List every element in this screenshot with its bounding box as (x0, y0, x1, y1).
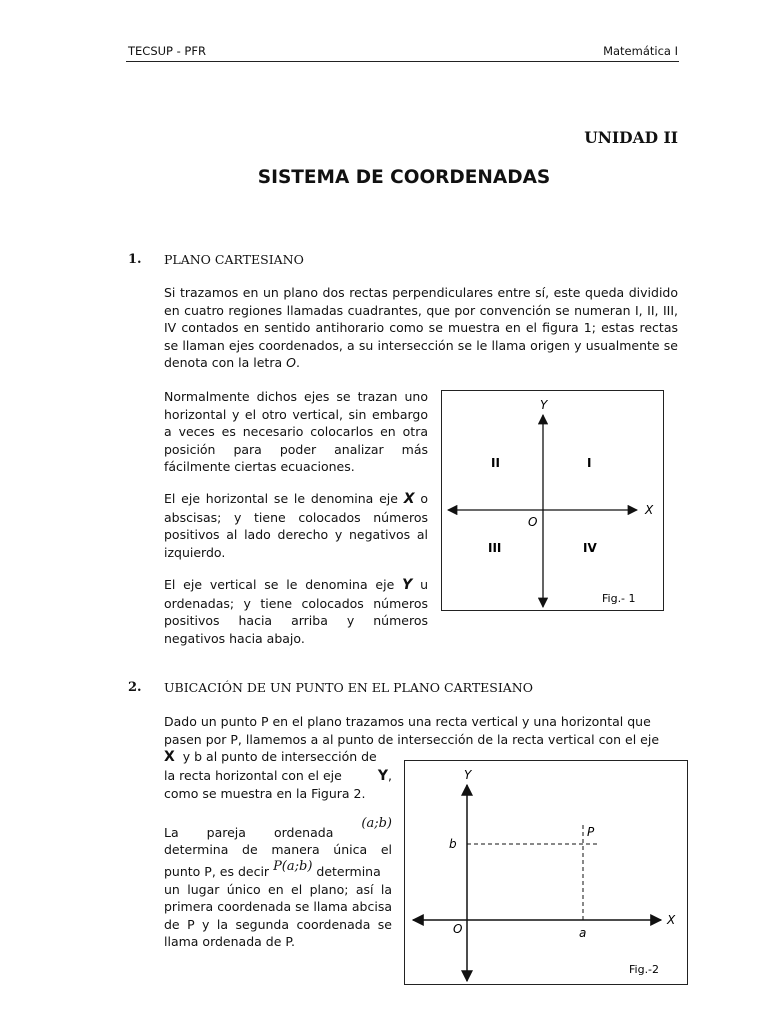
fig1-caption: Fig.- 1 (602, 592, 636, 605)
section-2-paragraph-2 (164, 816, 392, 951)
fig1-quadrant-I: I (587, 456, 592, 470)
s2-line-3: y b al punto de intersección de (182, 749, 377, 764)
s2-line-4-end: , (388, 767, 392, 783)
fig1-y-label: Y (540, 398, 548, 412)
fig1-quadrant-IV: IV (583, 541, 597, 555)
section-1-paragraph-2: Normalmente dichos ejes se trazan uno horizontal y el otro vertical, sin embargo a veces es necesario colocarlos en otra posición para poder analizar más fácilmente ciertas ecuaciones. (164, 389, 428, 474)
section-1-paragraph-3 (164, 490, 428, 561)
fig2-a-label: a (579, 926, 587, 940)
fig1-x-label: X (645, 503, 654, 517)
fig1-quadrant-III: III (488, 541, 502, 555)
s2-p2-rest: un lugar único en el plano; así la primera coordenada se llama abcisa de P y la segunda coordenada se llama ordenada de P. (164, 881, 392, 949)
section-2-heading: UBICACIÓN DE UN PUNTO EN EL PLANO CARTESIANO (164, 680, 533, 695)
unit-title: UNIDAD II (584, 128, 678, 147)
fig2-point-label: P (587, 825, 595, 839)
fig1-origin-label: O (528, 515, 538, 529)
s2-p2-line-3-end: determina (316, 864, 381, 879)
s2-line-4: la recta horizontal con el eje (164, 767, 342, 783)
figure-1 (441, 390, 664, 611)
fig2-x-label: X (667, 913, 676, 927)
s2-word-ordenada: ordenada (273, 824, 334, 840)
s2-pair-ab: (a;b) (361, 815, 392, 831)
figure-2 (404, 760, 688, 985)
section-2-intro-cont (164, 748, 392, 803)
section-1-number: 1. (128, 252, 142, 267)
fig2-b-label: b (449, 837, 457, 851)
s2-p2-line-3-start: punto P, es decir (164, 864, 270, 879)
page-title: SISTEMA DE COORDENADAS (257, 167, 551, 188)
figure-1-diagram (442, 391, 663, 610)
header-left: TECSUP - PFR (128, 44, 206, 58)
s2-line-2: pasen por P, llamemos a al punto de intersección de la recta vertical con el eje (164, 731, 660, 747)
s2-word-la: La (164, 824, 179, 840)
s2-line-5: como se muestra en la Figura 2. (164, 786, 366, 801)
fig1-quadrant-II: II (491, 456, 500, 470)
section-2-intro (164, 713, 678, 748)
p4-axis-y: Y (402, 577, 413, 593)
s2-line-1: Dado un punto P en el plano trazamos una recta vertical y una horizontal que (164, 714, 651, 729)
intro-text: Si trazamos en un plano dos rectas perpendiculares entre sí, este queda dividido en cuatro regiones llamadas cuadrantes, que por convención se numeran I, II, III, IV contados en sentido antihorario como se muestra en el figura 1; estas rectas se llaman ejes coordenados, a su intersección se le llama origen y usualmente se denota con la letra (164, 285, 678, 370)
fig2-y-label: Y (464, 768, 472, 782)
section-2-number: 2. (128, 680, 142, 695)
intro-end: . (295, 355, 300, 370)
section-1-heading: PLANO CARTESIANO (164, 252, 304, 267)
s2-axis-x: X (164, 749, 175, 765)
figure-2-diagram (405, 761, 687, 984)
section-1-intro (164, 284, 678, 372)
fig2-origin-label: O (453, 922, 463, 936)
s2-axis-y: Y (377, 767, 389, 784)
intro-origin-letter: O (286, 355, 296, 370)
header-rule (126, 61, 679, 62)
p3-axis-x: X (403, 491, 415, 507)
section-1-paragraph-4 (164, 576, 428, 647)
p3-end: o abscisas; y tiene colocados números positivos al lado derecho y negativos al izquierdo. (164, 491, 428, 560)
s2-word-pareja: pareja (206, 824, 246, 840)
header-right: Matemática I (603, 44, 678, 58)
s2-p2-line-2: determina de manera única el (164, 842, 392, 857)
p4-end: u ordenadas; y tiene colocados números positivos hacia arriba y números negativos hacia abajo. (164, 577, 428, 646)
fig2-caption: Fig.-2 (629, 963, 660, 976)
s2-point-Pab: P(a;b) (273, 859, 313, 874)
p4-start: El eje vertical se le denomina eje (164, 577, 395, 592)
p3-start: El eje horizontal se le denomina eje (164, 491, 398, 506)
